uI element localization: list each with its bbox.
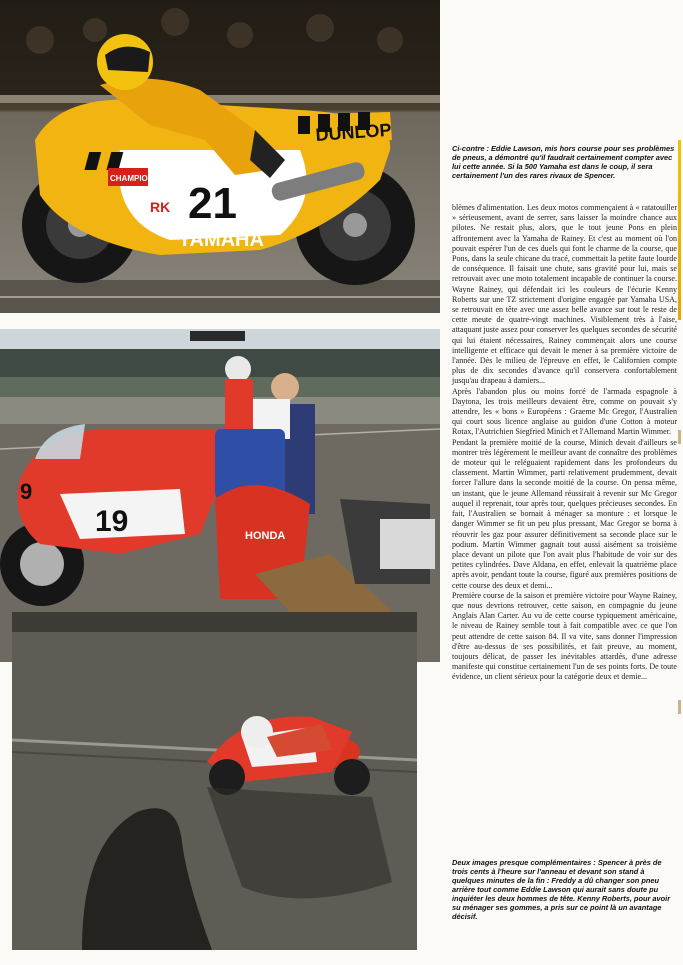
page-edge-dot — [678, 700, 681, 714]
champion-decal: CHAMPION — [110, 174, 154, 183]
photo-caption-top: Ci-contre : Eddie Lawson, mis hors course pour ses problèmes de pneus, a démontré qu'il faudrait certainement compter avec lui cette année. Si la 500 Yamaha est dans le coup, il sera certainement l'un des rares rivaux de Spencer. — [452, 144, 675, 180]
page-edge-marker — [678, 140, 681, 320]
rider-cornering-photo — [12, 612, 417, 950]
article-paragraph-4: Première course de la saison et première victoire pour Wayne Rainey, que nous devrions retrouver, cette saison, en compagnie du jeune Anglais Alan Carter. Au vu de cette course typiquement américaine, le niveau de Rainey semble tout à fait compatible avec ce que l'on peut attendre de cette saison 84. Il va vite, sans donner l'impression d'être au-dessus de ses possibilités, et fait preuve, au moment, toujours délicat, de passer les inévitables attardés, d'une adresse manifeste qui constitue certainement l'un de ses points forts. De toute évidence, un client sérieux pour la catégorie deux et demie... — [452, 590, 677, 682]
article-body — [452, 203, 677, 683]
svg-text:9: 9 — [20, 479, 33, 504]
race-number-19: 19 — [95, 505, 129, 538]
motorcycle-photo-icon — [0, 0, 440, 313]
article-paragraph-2: Après l'abandon plus ou moins forcé de l'armada espagnole à Daytona, les trois meilleurs devaient être, comme on pouvait s'y attendre, les « bons » Européens : Graeme Mc Gregor, l'Australien qui court sous licence anglaise au guidon d'une Cotton à moteur Rotax, l'Autrichien Siegfried Minich et l'Allemand Martin Wimmer. — [452, 386, 677, 437]
photo-caption-bottom: Deux images presque complémentaires : Spencer à près de trois cents à l'heure sur l'anneau et devant son stand à quelques minutes de la fin : Freddy a dû changer son pneu arrière tout comme Eddie Lawson qui aurait sans doute pu inquiéter les deux hommes de tête. Kenny Roberts, pour avoir su ménager ses gommes, a pris sur ce point là un avantage décisif. — [452, 858, 671, 921]
page-edge-dot — [678, 430, 681, 444]
rk-decal: RK — [150, 199, 171, 215]
article-paragraph-3: Pendant la première moitié de la course, Minich devait d'ailleurs se montrer très légèrement le meilleur avant de connaître des problèmes de moteur qui le reléguaient rapidement dans les profondeurs du classement. Martin Wimmer, parti relativement prudemment, devait forcer l'allure dans la seconde moitié de la course. On pensa même, un instant, que le jeune Allemand réussirait à revenir sur Mc Gregor auquel il reprenait, tour après tour, quelques précieuses secondes. En fait, l'Australien se bornait à ménager sa monture : et lorsque le danger Wimmer se fit un peu plus pressant, Mac Gregor se borna à réouvrir les gaz pour assurer définitivement sa seconde place sur le podium. Martin Wimmer gagnait tout aussi aisément sa troisième place devant un pilote que l'on avait plus l'habitude de voir sur des petites cylindrées. Dave Aldana, en effet, enlevait la quatrième place après avoir, pendant toute la course, figuré aux premières positions de cette course des deux et demi... — [452, 437, 677, 590]
race-number-21: 21 — [188, 179, 237, 228]
yamaha-decal: YAMAHA — [178, 229, 264, 251]
honda-jacket-text: HONDA — [245, 530, 286, 542]
top-motorcycle-photo — [0, 0, 440, 313]
rider-cornering-photo-icon — [12, 612, 417, 950]
article-paragraph-1: blèmes d'alimentation. Les deux motos commençaient à « ratatouiller » sérieusement, avant de serrer, sans laisser la moindre chance aux pilotes. Ne restait plus, alors, que le tout jeune Pons en plein affrontement avec la Yamaha de Rainey. Et c'est au moment où l'on pouvait espérer l'un de ces duels qui font le charme de la course, que Pons, dans la seule chicane du tracé, commettait la petite faute lourde de conséquence. Il faisait une chute, sans gravité pour lui, mais se retrouvait avec une moto totalement incapable de continuer la course. Wayne Rainey, qui défendait ici les couleurs de l'écurie Kenny Roberts sur une TZ strictement d'origine engagée par Yamaha USA, se retrouvait en tête avec une assez belle avance sur tout le reste de cette meute de quatre-vingt machines. Visiblement très à l'aise, attaquant juste assez pour conserver les quelques secondes de sécurité qui lui étaient nécessaires, Rainey commençait alors une course intelligente et efficace qui devait le mener à sa première victoire de l'année. Dès le milieu de l'épreuve en effet, le Californien compte plus de dix secondes d'avance qu'il conservera confortablement jusqu'au drapeau à damiers... — [452, 203, 678, 386]
dunlop-decal: DUNLOP — [314, 119, 393, 145]
